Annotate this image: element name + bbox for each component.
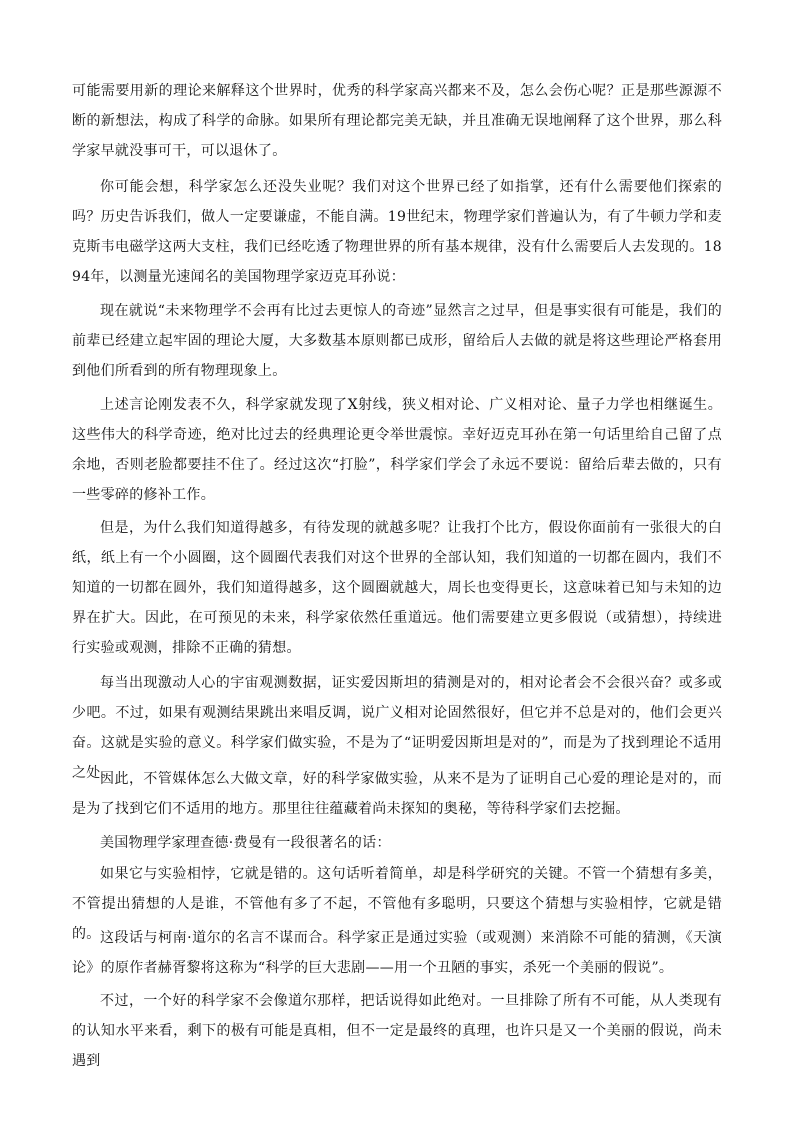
paragraph-2: 你可能会想，科学家怎么还没失业呢？我们对这个世界已经了如指掌，还有什么需要他们探索的吗？历史告诉我们，做人一定要谦虚，不能自满。19世纪末，物理学家们普遍认为，有了牛顿力学和麦克斯韦电磁学这两大支柱，我们已经吃透了物理世界的所有基本规律，没有什么需要后人去发现的。1894年，以测量光速闻名的美国物理学家迈克耳孙说： (72, 179, 722, 285)
paragraph-11: 不过，一个好的科学家不会像道尔那样，把话说得如此绝对。一旦排除了所有不可能，从人类现有的认知水平来看，剩下的极有可能是真相，但不一定是最终的真理，也许只是又一个美丽的假说，尚未遇到 (72, 993, 722, 1069)
paragraph-3-quote: 现在就说“未来物理学不会再有比过去更惊人的奇迹”显然言之过早，但是事实很有可能是，我们的前辈已经建立起牢固的理论大厦，大多数基本原则都已成形，留给后人去做的就是将这些理论严格套用到他们所看到的所有物理现象上。 (72, 303, 722, 379)
paragraph-7: 因此，不管媒体怎么大做文章，好的科学家做实验，从来不是为了证明自己心爱的理论是对的，而是为了找到它们不适用的地方。那里往往蕴藏着尚未探知的奥秘，等待科学家们去挖掘。 (72, 771, 722, 817)
paragraph-8: 美国物理学家理查德·费曼有一段很著名的话： (100, 835, 391, 851)
paragraph-6: 每当出现激动人心的宇宙观测数据，证实爱因斯坦的猜测是对的，相对论者会不会很兴奋？或多或少吧。不过，如果有观测结果跳出来唱反调，说广义相对论固然很好，但它并不总是对的，他们会更兴奋。这就是实验的意义。科学家们做实验，不是为了“证明爱因斯坦是对的”，而是为了找到理论不适用之处。 (72, 675, 722, 781)
paragraph-9-quote: 如果它与实验相悖，它就是错的。这句话听着简单，却是科学研究的关键。不管一个猜想有多美，不管提出猜想的人是谁，不管他有多了不起，不管他有多聪明，只要这个猜想与实验相悖，它就是错的。 (72, 866, 722, 942)
paragraph-4: 上述言论刚发表不久，科学家就发现了X射线，狭义相对论、广义相对论、量子力学也相继诞生。这些伟大的科学奇迹，绝对比过去的经典理论更令举世震惊。幸好迈克耳孙在第一句话里给自己留了点余地，否则老脸都要挂不住了。经过这次“打脸”，科学家们学会了永远不要说：留给后辈去做的，只有一些零碎的修补工作。 (72, 397, 722, 503)
paragraph-10: 这段话与柯南·道尔的名言不谋而合。科学家正是通过实验（或观测）来消除不可能的猜测，《天演论》的原作者赫胥黎将这称为“科学的巨大悲剧——用一个丑陋的事实，杀死一个美丽的假说”。 (72, 930, 722, 976)
paragraph-5: 但是，为什么我们知道得越多，有待发现的就越多呢？让我打个比方，假设你面前有一张很大的白纸，纸上有一个小圆圈，这个圆圈代表我们对这个世界的全部认知，我们知道的一切都在圆内，我们不知道的一切都在圆外，我们知道得越多，这个圆圈就越大，周长也变得更长，这意味着已知与未知的边界在扩大。因此，在可预见的未来，科学家依然任重道远。他们需要建立更多假说（或猜想），持续进行实验或观测，排除不正确的猜想。 (72, 520, 722, 656)
paragraph-1: 可能需要用新的理论来解释这个世界时，优秀的科学家高兴都来不及，怎么会伤心呢？正是那些源源不断的新想法，构成了科学的命脉。如果所有理论都完美无缺，并且准确无误地阐释了这个世界，那么科学家早就没事可干，可以退休了。 (72, 83, 722, 159)
